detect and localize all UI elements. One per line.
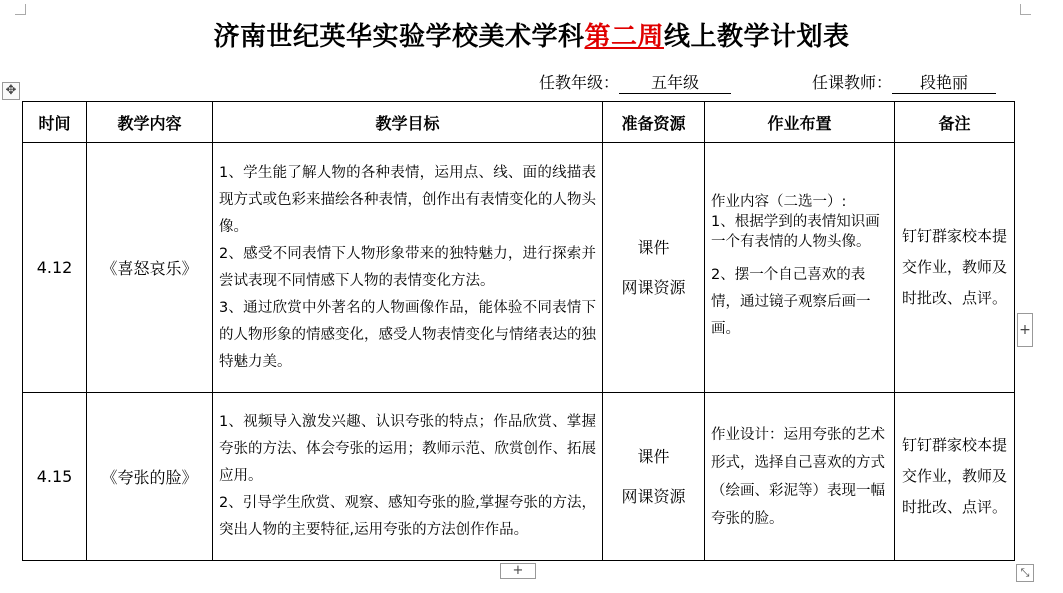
header-remarks: 备注 — [895, 102, 1015, 143]
goal-item: 1、学生能了解人物的各种表情，运用点、线、面的线描表现方式或色彩来描绘各种表情，创作出有表情变化的人物头像。 — [219, 164, 596, 235]
homework-item: 1、根据学到的表情知识画一个有表情的人物头像。 — [711, 214, 880, 250]
header-goals: 教学目标 — [213, 102, 603, 143]
resize-diagonal-icon[interactable]: ⤡ — [1016, 564, 1034, 582]
header-content: 教学内容 — [87, 102, 213, 143]
cell-homework[interactable] — [705, 143, 895, 393]
table-row — [23, 143, 1015, 393]
goal-item: 3、通过欣赏中外著名的人物画像作品，能体验不同表情下的人物形象的情感变化，感受人物表情变化与情绪表达的独特魅力美。 — [219, 299, 596, 370]
title-prefix: 济南世纪英华实验学校美术学科 — [213, 22, 585, 52]
goal-item: 2、感受不同表情下人物形象带来的独特魅力，进行探索并尝试表现不同情感下人物的表情变化方法。 — [219, 245, 596, 289]
header-time: 时间 — [23, 102, 87, 143]
add-row-plus-icon[interactable]: + — [500, 563, 536, 579]
grade-field — [539, 70, 731, 94]
teacher-value: 段艳丽 — [892, 73, 996, 94]
grade-label: 任教年级： — [539, 73, 620, 92]
table-header-row — [23, 102, 1015, 143]
cell-content[interactable]: 《夸张的脸》 — [87, 393, 213, 561]
cell-time[interactable]: 4.12 — [23, 143, 87, 393]
cell-content[interactable]: 《喜怒哀乐》 — [87, 143, 213, 393]
table-row — [23, 393, 1015, 561]
homework-item: 作业设计：运用夸张的艺术形式，选择自己喜欢的方式（绘画、彩泥等）表现一幅夸张的脸。 — [711, 426, 885, 527]
homework-item: 2、摆一个自己喜欢的表情，通过镜子观察后画一画。 — [711, 267, 871, 337]
header-resources: 准备资源 — [603, 102, 705, 143]
cell-goals[interactable] — [213, 393, 603, 561]
add-column-plus-icon[interactable]: + — [1017, 313, 1033, 347]
cell-goals[interactable] — [213, 143, 603, 393]
cell-remarks[interactable]: 钉钉群家校本提交作业，教师及时批改、点评。 — [895, 393, 1015, 561]
teacher-field — [812, 70, 996, 94]
move-arrows-icon[interactable]: ✥ — [2, 82, 20, 100]
cell-resources[interactable] — [603, 393, 705, 561]
page-corner-mark-right — [1020, 4, 1031, 15]
resource-item: 网课资源 — [621, 486, 686, 506]
goal-item: 1、视频导入激发兴趣、认识夸张的特点；作品欣赏、掌握夸张的方法、体会夸张的运用；教师示范、欣赏创作、拓展应用。 — [219, 414, 596, 484]
cell-resources[interactable] — [603, 143, 705, 393]
resource-item: 网课资源 — [621, 277, 686, 297]
resource-item: 课件 — [637, 446, 670, 466]
page-corner-mark-left — [15, 4, 26, 15]
goal-item: 2、引导学生欣赏、观察、感知夸张的脸,掌握夸张的方法，突出人物的主要特征,运用夸张的方法创作作品。 — [219, 495, 596, 538]
teaching-plan-table — [22, 101, 1015, 561]
document-title — [0, 16, 1063, 53]
cell-time[interactable]: 4.15 — [23, 393, 87, 561]
homework-item: 作业内容（二选一）: — [711, 194, 847, 210]
cell-homework[interactable] — [705, 393, 895, 561]
teacher-label: 任课教师： — [812, 73, 893, 92]
title-week-highlight: 第二周 — [584, 22, 664, 52]
header-homework: 作业布置 — [705, 102, 895, 143]
resource-item: 课件 — [637, 237, 670, 257]
grade-value: 五年级 — [619, 73, 731, 94]
title-suffix: 线上教学计划表 — [664, 22, 850, 52]
cell-remarks[interactable]: 钉钉群家校本提交作业，教师及时批改、点评。 — [895, 143, 1015, 393]
